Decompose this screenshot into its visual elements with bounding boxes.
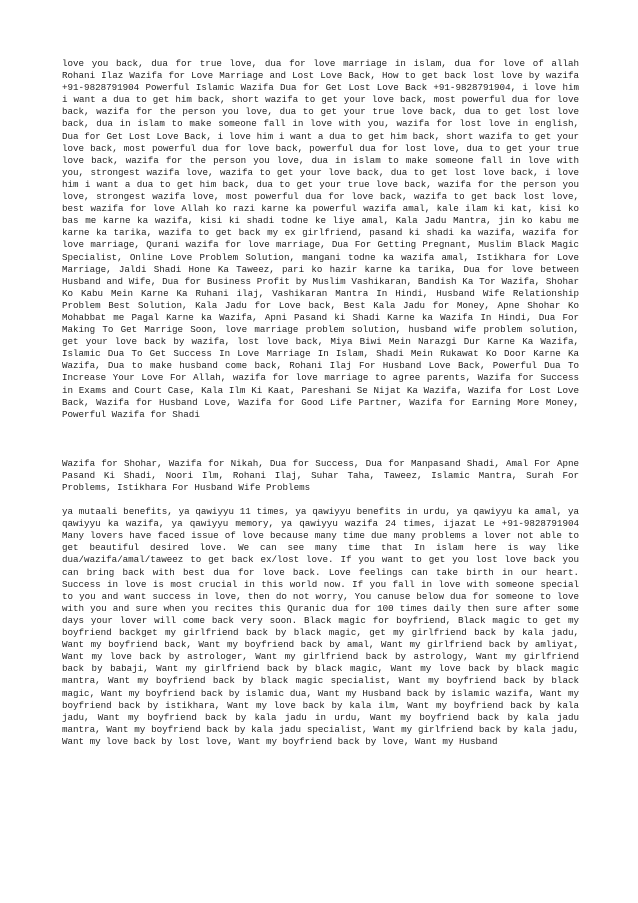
body-paragraph: ya mutaali benefits, ya qawiyyu 11 times, ya qawiyyu benefits in urdu, ya qawiyyu ka amal, ya qawiyyu ka wazifa, ya qawiyyu memory, ya qawiyyu wazifa 24 times, ijazat Le +91-9828791904 Many lovers have faced issue of love because many time due many problems a lover not able to get beautiful desired love. We can see many time that In islam here is way like dua/wazifa/amal/taweez to get back ex/lost love. If you want to get you lost love back you can bring back with best dua for love back. Love feelings can take birth in our heart. Success in love is most crucial in this world now. If you fall in love with someone special to you and want success in love, then do not worry, You canuse below dua for someone to love with you and sure when you recites this Quranic dua for 100 times daily then sure after some days your lover will come back very soon. Black magic for boyfriend, Black magic to get my boyfriend backget my girlfriend back by black magic, get my girlfriend back by kala jadu, Want my boyfriend back, Want my boyfriend back by amal, Want my girlfriend back by amliyat, Want my love back by astrologer, Want my girlfriend back by astrology, Want my girlfriend back by babaji, Want my girlfriend back by black magic, Want my love back by black magic mantra, Want my boyfriend back by black magic specialist, Want my boyfriend back by black magic, Want my boyfriend back by islamic dua, Want my Husband back by islamic wazifa, Want my boyfriend back by istikhara, Want my love back by kala ilm, Want my boyfriend back by kala jadu, Want my boyfriend back by kala jadu in urdu, Want my boyfriend back by kala jadu mantra, Want my boyfriend back by kala jadu specialist, Want my girlfriend back by kala jadu, Want my love back by lost love, Want my boyfriend back by love, Want my Husband [62,506,579,747]
paragraph-spacer [62,421,579,458]
paragraph-spacer [62,494,579,506]
document-page [62,58,579,748]
wazifa-list-paragraph: Wazifa for Shohar, Wazifa for Nikah, Dua for Success, Dua for Manpasand Shadi, Amal For Apne Pasand Ki Shadi, Noori Ilm, Rohani Ilaj, Suhar Taha, Taweez, Islamic Mantra, Surah For Problems, Istikhara For Husband Wife Problems [62,457,579,493]
keywords-paragraph: love you back, dua for true love, dua for love marriage in islam, dua for love of allah Rohani Ilaz Wazifa for Love Marriage and Lost Love Back, How to get back lost love by wazifa +91-9828791904 Powerful Islamic Wazifa Dua for Get Lost Love Back +91-9828791904, i love him i want a dua to get him back, short wazifa to get your love back, most powerful dua for love back, wazifa for the person you love, dua to get your true love back, dua to get lost love back, dua in islam to make someone fall in love with you, wazifa for lost love in english, Dua for Get Lost Love Back, i love him i want a dua to get him back, short wazifa to get your love back, most powerful dua for love back, powerful dua for lost love, dua to get your true love back, wazifa for the person you love, dua in islam to make someone fall in love with you, strongest wazifa love, wazifa to get your love back, dua to get lost love back, i love him i want a dua to get him back, dua to get your true love back, wazifa for the person you love, strongest wazifa love, most powerful dua for love back, wazifa to get back lost love, best wazifa for love Allah ko razi karne ka powerful wazifa amal, kale ilam ki kat, kisi ko bas me karne ka wazifa, kisi ki shadi todne ke liye amal, Kala Jadu Mantra, jin ko kabu me karne ka tarika, wazifa to get back my ex girlfriend, pasand ki shadi ka wazifa, wazifa for love marriage, Qurani wazifa for love marriage, Dua For Getting Pregnant, Muslim Black Magic Specialist, Online Love Problem Solution, mangani todne ka wazifa amal, Istikhara for Love Marriage, Jaldi Shadi Hone Ka Taweez, pari ko hazir karne ka tarika, Dua for love between Husband and Wife, Dua for Business Profit by Muslim Vashikaran, Bandish Ka Tor Wazifa, Shohar Ko Kabu Mein Karne Ka Ruhani ilaj, Vashikaran Mantra In Hindi, Husband Wife Relationship Problem Best Solution, Kala Jadu for Love back, Best Kala Jadu for Money, Apne Shohar Ko Mohabbat me Pagal Karne ka Wazifa, Apni Pasand ki Shadi Karne ka Wazifa In Hindi, Dua For Making To Get Marrige Soon, love marriage problem solution, husband wife problem solution, get your love back by wazifa, lost love back, Miya Biwi Mein Narazgi Dur Karne Ka Wazifa, Islamic Dua To Get Success In Love Marriage In Islam, Shadi Mein Rukawat Ko Door Karne Ka Wazifa, Dua to make husband come back, Rohani Ilaj For Husband Love Back, Powerful Dua To Increase Your Love For Allah, wazifa for love marriage to agree parents, Wazifa for Success in Exams and Court Case, Kala Ilm Ki Kaat, Pareshani Se Nijat Ka Wazifa, Wazifa for Lost Love Back, Wazifa for Husband Love, Wazifa for Good Life Partner, Wazifa for Earning More Money, Powerful Wazifa for Shadi [62,58,579,420]
